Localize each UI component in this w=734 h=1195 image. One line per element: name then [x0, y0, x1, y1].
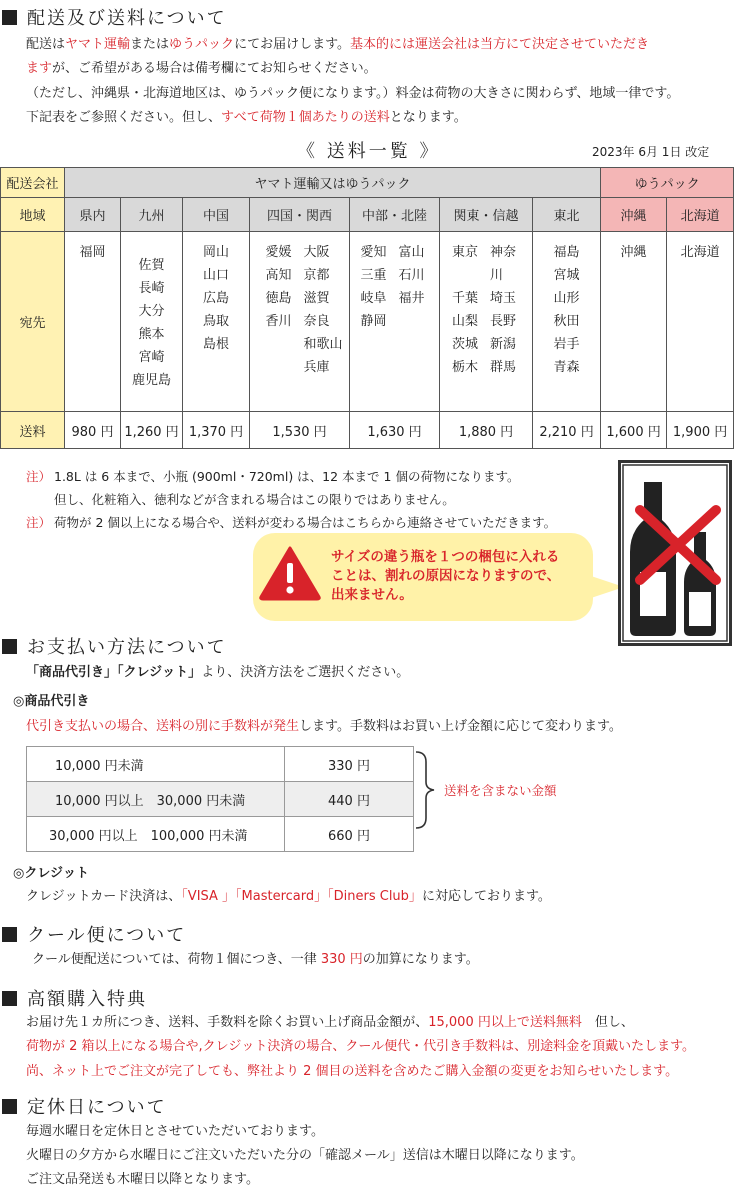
- note-2: 荷物が 2 個以上になる場合や、送料が変わる場合はこちらから連絡させていただきます。: [54, 515, 557, 530]
- region-fee: 1,900 円: [667, 412, 734, 449]
- text-run: 配送は: [26, 37, 66, 52]
- shipping-list-title: 《 送料一覧 》: [297, 141, 441, 162]
- warning-triangle-icon: [258, 545, 322, 601]
- prefecture: 福島: [553, 245, 580, 260]
- fee-header: 送料: [1, 412, 65, 449]
- holiday-line-2: 火曜日の夕方から水曜日にご注文いただいた分の「確認メール」送信は木曜日以降になります。: [26, 1148, 584, 1163]
- fee-range: 30,000 円以上 100,000 円未満: [27, 817, 285, 852]
- region-name: 中部・北陸: [350, 198, 440, 232]
- region-name: 関東・信越: [440, 198, 533, 232]
- prefecture: 静岡: [360, 314, 387, 329]
- prefecture: 佐賀: [138, 258, 165, 273]
- prefecture: 東京: [451, 245, 478, 260]
- highlight-text: 15,000 円以上で送料無料: [428, 1015, 582, 1030]
- shipping-paragraph-2: [26, 61, 377, 78]
- prefecture: 長崎: [138, 281, 165, 296]
- carrier-header: 配送会社: [1, 168, 65, 198]
- fee-amount: 330 円: [285, 747, 414, 782]
- region-name: 沖縄: [601, 198, 667, 232]
- cod-description: 代引き支払いの場合、送料の別に手数料が発生します。手数料はお買い上げ金額に応じて変わります。: [26, 719, 622, 734]
- prefecture: 富山: [398, 245, 425, 260]
- region-prefectures: [667, 232, 734, 412]
- prefecture: [256, 356, 298, 379]
- prefecture: 兵庫: [303, 360, 330, 375]
- region-name: 県内: [65, 198, 121, 232]
- region-fee: 980 円: [65, 412, 121, 449]
- prefecture: 長野: [490, 314, 517, 329]
- text-run: となります。: [389, 110, 467, 125]
- highlight-text: 「VISA 」「Mastercard」「Diners Club」: [181, 889, 422, 904]
- prefecture: 埼玉: [490, 291, 517, 306]
- prefecture: 鹿児島: [131, 373, 171, 388]
- region-prefectures: [65, 232, 121, 412]
- region-name: 東北: [533, 198, 601, 232]
- destination-header: 宛先: [1, 232, 65, 412]
- square-bullet-icon: [2, 927, 17, 942]
- prefecture: 愛知: [360, 245, 387, 260]
- prefecture: 茨城: [451, 337, 478, 352]
- fee-amount: 440 円: [285, 782, 414, 817]
- prefecture: 大阪: [303, 245, 330, 260]
- prefecture: 石川: [398, 268, 425, 283]
- text-run: に対応しております。: [421, 889, 551, 904]
- bonus-line-3: 尚、ネット上でご注文が完了しても、弊社より 2 個目の送料を含めたご購入金額の変更をお知らせいたします。: [26, 1064, 679, 1079]
- prefecture: 大分: [138, 304, 165, 319]
- cool-description: [32, 952, 479, 969]
- region-name: 北海道: [667, 198, 734, 232]
- region-name: 九州: [121, 198, 183, 232]
- text-run: または: [130, 37, 170, 52]
- holiday-line-1: 毎週水曜日を定休日とさせていただいております。: [26, 1124, 324, 1139]
- region-fee: 1,630 円: [350, 412, 440, 449]
- prefecture: 岡山: [202, 245, 229, 260]
- prefecture: [256, 333, 298, 356]
- prefecture: 和歌山: [303, 337, 343, 352]
- cod-title: ◎商品代引き: [13, 694, 90, 709]
- bonus-line-2: 荷物が 2 箱以上になる場合や,クレジット決済の場合、クール便代・代引き手数料は、別途料金を頂戴いたします。: [26, 1039, 696, 1054]
- square-bullet-icon: [2, 991, 17, 1006]
- fee-row: [27, 782, 414, 817]
- prefecture: 新潟: [490, 337, 517, 352]
- highlight-text: ます: [26, 61, 53, 76]
- prefecture: 徳島: [265, 291, 292, 306]
- prefecture: 北海道: [680, 245, 720, 260]
- prefecture: 熊本: [138, 327, 165, 342]
- text-run: お届け先１カ所につき、送料、手数料を除くお買い上げ商品金額が、: [26, 1015, 429, 1030]
- highlight-text: すべて荷物１個あたりの送料: [221, 110, 390, 125]
- highlight-text: 330 円: [320, 952, 363, 967]
- prefecture: 山梨: [451, 314, 478, 329]
- prefecture: [397, 310, 434, 333]
- fee-note: 送料を含まない金額: [444, 783, 557, 798]
- text-run: の加算になります。: [362, 952, 479, 967]
- shipping-paragraph-4: [26, 110, 467, 127]
- region-fee: 2,210 円: [533, 412, 601, 449]
- revision-date: 2023年 6月 1日 改定: [592, 145, 710, 159]
- yupack-header: ゆうパック: [601, 168, 734, 198]
- prefecture: 千葉: [451, 291, 478, 306]
- fee-range: 10,000 円未満: [27, 747, 285, 782]
- square-bullet-icon: [2, 639, 17, 654]
- highlight-text: ヤマト運輸: [65, 37, 131, 52]
- region-name: 四国・関西: [250, 198, 350, 232]
- prefecture: 高知: [265, 268, 292, 283]
- fee-amount: 660 円: [285, 817, 414, 852]
- text-run: にてお届けします。: [234, 37, 351, 52]
- prefecture: 青森: [553, 360, 580, 375]
- region-name: 中国: [183, 198, 250, 232]
- bonus-line-1: [26, 1015, 634, 1032]
- prefecture: 山口: [202, 268, 229, 283]
- prefecture: 滋賀: [303, 291, 330, 306]
- fee-row: [27, 817, 414, 852]
- prefecture: 香川: [265, 314, 292, 329]
- prefecture: 奈良: [303, 314, 330, 329]
- shipping-paragraph-1: [26, 37, 649, 54]
- credit-title: ◎クレジット: [13, 866, 90, 881]
- region-prefectures: [250, 232, 350, 412]
- region-prefectures: [440, 232, 533, 412]
- square-bullet-icon: [2, 1099, 17, 1114]
- region-prefectures: [350, 232, 440, 412]
- note-1-mark: 注）: [26, 469, 52, 484]
- text-run: クール便配送については、荷物１個につき、一律: [32, 952, 321, 967]
- shipping-section-title: 配送及び送料について: [0, 4, 227, 30]
- prefecture: 群馬: [490, 360, 517, 375]
- text-run: 下記表をご参照ください。但し、: [26, 110, 222, 125]
- holiday-line-3: ご注文品発送も木曜日以降となります。: [26, 1172, 259, 1187]
- yamato-header: ヤマト運輸又はゆうパック: [65, 168, 601, 198]
- square-bullet-icon: [2, 10, 17, 25]
- prefecture: 京都: [303, 268, 330, 283]
- bonus-section-title: 高額購入特典: [0, 985, 147, 1011]
- prefecture: 福井: [398, 291, 425, 306]
- note-1: 1.8L は 6 本まで、小瓶 (900ml・720ml) は、12 本まで 1 個の荷物になります。: [54, 469, 520, 484]
- region-prefectures: [121, 232, 183, 412]
- region-header: 地域: [1, 198, 65, 232]
- prefecture: 福岡: [79, 245, 106, 260]
- region-fee: 1,530 円: [250, 412, 350, 449]
- payment-intro: 「商品代引き」「クレジット」より、決済方法をご選択ください。: [26, 665, 410, 680]
- text-run: クレジットカード決済は、: [26, 889, 182, 904]
- prefecture: 沖縄: [620, 245, 647, 260]
- prefecture: 岐阜: [360, 291, 387, 306]
- prefecture: 宮崎: [138, 350, 165, 365]
- prefecture: 秋田: [553, 314, 580, 329]
- fee-range: 10,000 円以上 30,000 円未満: [27, 782, 285, 817]
- shipping-fee-table: [0, 167, 734, 449]
- region-prefectures: [533, 232, 601, 412]
- highlight-text: ゆうパック: [169, 37, 235, 52]
- cool-section-title: クール便について: [0, 921, 186, 947]
- text-run: 但し、: [581, 1015, 634, 1030]
- shipping-paragraph-3: （ただし、沖縄県・北海道地区は、ゆうパック便になります。）料金は荷物の大きさに関わらず、地域一律です。: [26, 86, 680, 101]
- text-run: が、ご希望がある場合は備考欄にてお知らせください。: [52, 61, 377, 76]
- note-2-mark: 注）: [26, 515, 52, 530]
- prefecture: 神奈川: [490, 245, 517, 283]
- region-fee: 1,600 円: [601, 412, 667, 449]
- prefecture: 愛媛: [265, 245, 292, 260]
- region-prefectures: [601, 232, 667, 412]
- region-prefectures: [183, 232, 250, 412]
- note-1b: 但し、化粧箱入、徳利などが含まれる場合はこの限りではありません。: [54, 492, 455, 507]
- prefecture: 岩手: [553, 337, 580, 352]
- cod-fee-table: [26, 746, 414, 852]
- prefecture: 鳥取: [202, 314, 229, 329]
- payment-section-title: お支払い方法について: [0, 633, 227, 659]
- prefecture: 山形: [553, 291, 580, 306]
- holiday-section-title: 定休日について: [0, 1093, 167, 1119]
- prefecture: 宮城: [553, 268, 580, 283]
- fee-row: [27, 747, 414, 782]
- prefecture: 栃木: [451, 360, 478, 375]
- region-fee: 1,880 円: [440, 412, 533, 449]
- prefecture: 三重: [360, 268, 387, 283]
- credit-description: [26, 889, 551, 906]
- no-mixed-bottles-icon: [618, 460, 732, 646]
- brace-icon: [414, 750, 440, 830]
- warning-text: サイズの違う瓶を１つの梱包に入れる ことは、割れの原因になりますので、 出来ません。: [331, 549, 561, 603]
- prefecture: 広島: [202, 291, 229, 306]
- region-fee: 1,260 円: [121, 412, 183, 449]
- prefecture: 島根: [202, 337, 229, 352]
- region-fee: 1,370 円: [183, 412, 250, 449]
- highlight-text: 基本的には運送会社は当方にて決定させていただき: [350, 37, 650, 52]
